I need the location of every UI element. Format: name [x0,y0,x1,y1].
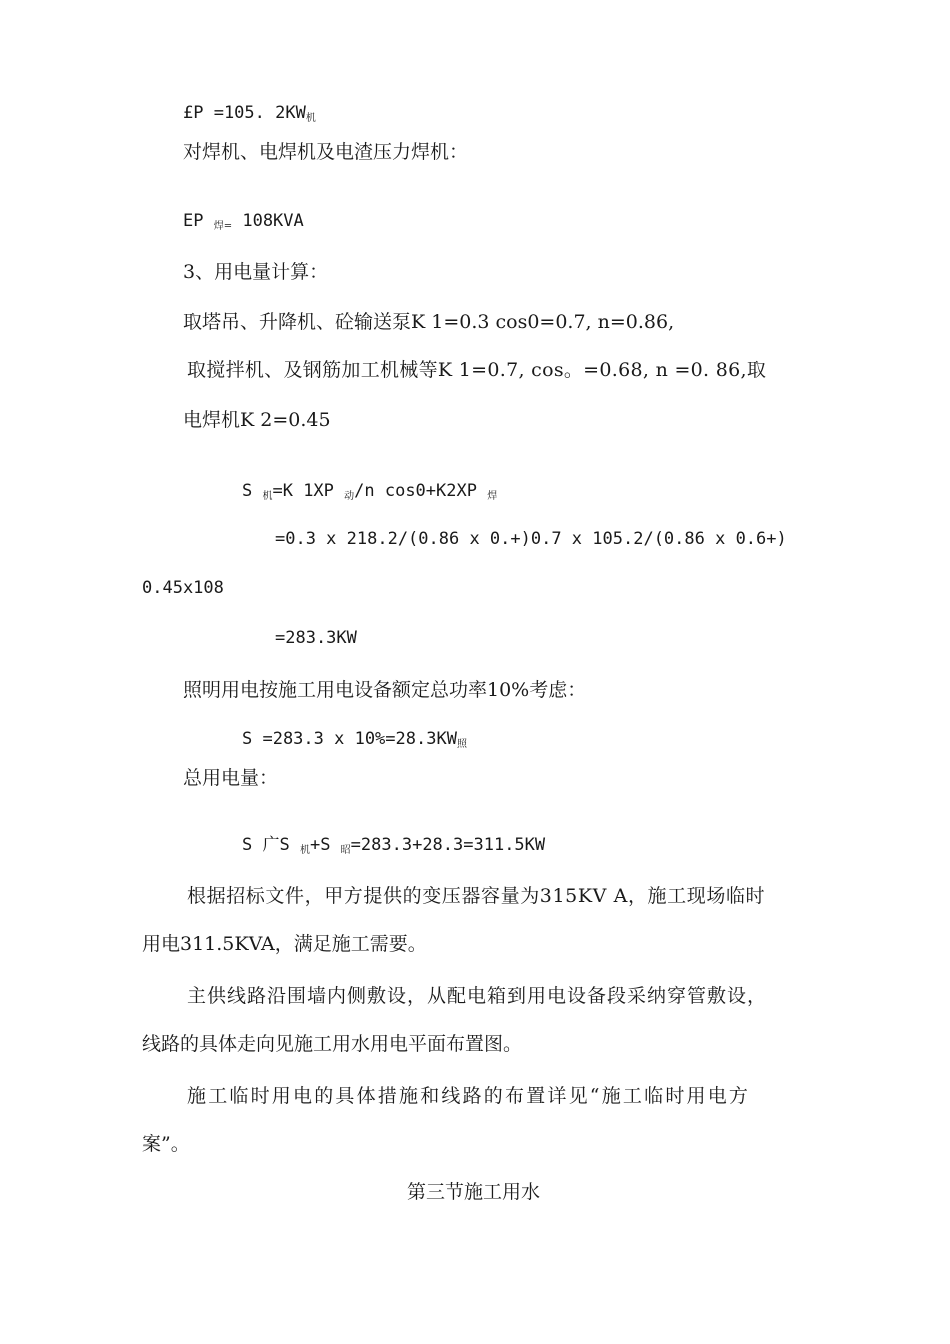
coef-line-1: 取塔吊、升降机、砼输送泵K 1=0.3 cos0=0.7, n=0.86, [183,311,675,333]
formula-lighting: S =283.3 x $10\%=28.3KW_照$ [242,729,467,750]
para-main-line-1: 主供线路沿围墙内侧敷设，从配电箱到用电设备段采纳穿管敷设， [187,985,768,1007]
para-transformer-1: 根据招标文件，甲方提供的变压器容量为315KV A，施工现场临时 [187,885,766,907]
coef-line-3: 电焊机K 2=0.45 [183,409,331,431]
calc-heading: 3、用电量计算： [183,261,329,283]
formula-substitution-cont: 0.45x108 [142,578,224,598]
para-temp-power-2: 案”。 [142,1133,190,1155]
formula-s-machine: S $_机$=K 1XP $_动$/n cos0+K2XP $_焊$ [242,481,498,502]
lighting-heading: 照明用电按施工用电设备额定总功率10%考虑： [183,679,587,701]
formula-result: =283.3KW [275,628,357,648]
para-temp-power-1: 施工临时用电的具体措施和线路的布置详见“施工临时用电方 [187,1085,751,1107]
para-transformer-2: 用电311.5KVA，满足施工需要。 [142,933,427,955]
coef-line-2: 取搅拌机、及钢筋加工机械等K 1=0.7, cos。=0.68, n =0. 86,取 [187,359,767,381]
section-title: 第三节施工用水 [407,1181,541,1203]
total-heading: 总用电量： [183,767,279,789]
para-main-line-2: 线路的具体走向见施工用水用电平面布置图。 [142,1033,523,1055]
formula-substitution: =0.3 x 218.2/(0.86 x 0.+)0.7 x 105.2/(0.86 x 0.6+) [275,529,787,549]
formula-machine-power: £P =105. $2KW_机$ [183,103,316,124]
welder-heading: 对焊机、电焊机及电渣压力焊机： [183,141,469,163]
formula-total: S 广S $_机$+S $_昭$=283.3+28.3=311.5KW [242,835,546,856]
formula-welder-power: EP $_{焊=}$ 108KVA [183,211,304,232]
